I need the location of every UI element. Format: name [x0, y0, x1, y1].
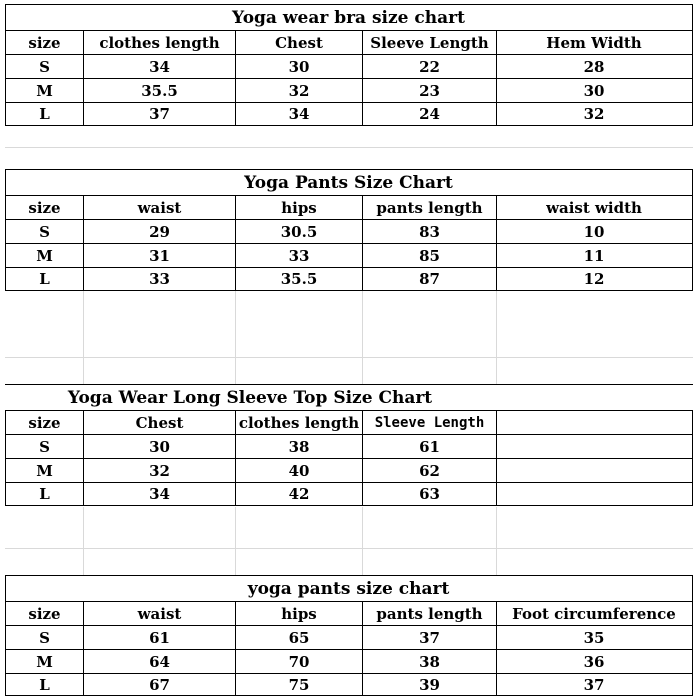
- header-col-1: Chest: [84, 411, 236, 434]
- cell: 39: [363, 674, 497, 695]
- cell: 32: [236, 79, 363, 102]
- header-col-1: waist: [84, 602, 236, 625]
- header-col-3: Sleeve Length: [363, 411, 497, 434]
- grid-line: [235, 507, 236, 575]
- cell: 40: [236, 459, 363, 482]
- cell: 75: [236, 674, 363, 695]
- grid-line: [83, 507, 84, 575]
- yoga-pants-size-table: [5, 575, 693, 696]
- cell: L: [6, 268, 84, 290]
- grid-line: [5, 357, 693, 358]
- table-title-row: [5, 169, 693, 195]
- cell: L: [6, 103, 84, 125]
- table-title-row: [5, 4, 693, 30]
- header-col-4: [497, 411, 691, 434]
- cell: 30: [84, 435, 236, 458]
- cell: 10: [583, 222, 605, 241]
- table-row: [5, 243, 693, 267]
- cell: M: [6, 244, 84, 267]
- cell: 31: [84, 244, 236, 267]
- cell: 34: [84, 483, 236, 505]
- header-size: size: [6, 196, 84, 219]
- cell: 24: [363, 103, 497, 125]
- header-col-1: waist: [84, 196, 236, 219]
- cell: 32: [84, 459, 236, 482]
- cell: 22: [363, 55, 497, 78]
- header-col-2: hips: [236, 602, 363, 625]
- cell: 35.5: [236, 268, 363, 290]
- cell: 85: [363, 244, 497, 267]
- header-col-3: pants length: [363, 602, 497, 625]
- long-sleeve-top-size-table: [5, 384, 693, 507]
- cell: 64: [84, 650, 236, 673]
- cell: 32: [583, 105, 605, 123]
- cell: 37: [583, 675, 605, 694]
- cell: 42: [236, 483, 363, 505]
- cell: 35.5: [84, 79, 236, 102]
- table-row: [5, 434, 693, 458]
- table-row: [5, 649, 693, 673]
- cell: 38: [363, 650, 497, 673]
- cell: 61: [84, 626, 236, 649]
- grid-line: [5, 548, 693, 549]
- cell: 65: [236, 626, 363, 649]
- cell: 28: [583, 57, 605, 76]
- cell: [497, 435, 691, 458]
- grid-line: [496, 291, 497, 384]
- table-header-row: [5, 30, 693, 54]
- table-row: [5, 482, 693, 506]
- cell: 37: [84, 103, 236, 125]
- cell: 87: [363, 268, 497, 290]
- cell: 23: [363, 79, 497, 102]
- table-row: [5, 54, 693, 78]
- cell: S: [6, 55, 84, 78]
- table-row: [5, 267, 693, 291]
- grid-line: [235, 291, 236, 384]
- table-header-row: [5, 195, 693, 219]
- cell: 33: [236, 244, 363, 267]
- grid-line: [362, 291, 363, 384]
- table-title: yoga pants size chart: [247, 578, 450, 599]
- cell: [497, 483, 691, 505]
- header-col-4: Foot circumference: [512, 604, 676, 623]
- table-row: [5, 78, 693, 102]
- cell: M: [6, 459, 84, 482]
- header-col-2: Chest: [236, 31, 363, 54]
- cell: [497, 459, 691, 482]
- header-col-2: hips: [236, 196, 363, 219]
- cell: 67: [84, 674, 236, 695]
- table-row: [5, 102, 693, 126]
- table-row: [5, 673, 693, 696]
- cell: S: [6, 626, 84, 649]
- header-col-3: Sleeve Length: [363, 31, 497, 54]
- cell: 83: [363, 220, 497, 243]
- cell: 29: [84, 220, 236, 243]
- table-title-row: [5, 575, 693, 601]
- cell: 63: [363, 483, 497, 505]
- cell: 35: [583, 628, 605, 647]
- cell: 30.5: [236, 220, 363, 243]
- cell: 38: [236, 435, 363, 458]
- grid-line: [496, 507, 497, 575]
- grid-line: [5, 147, 693, 148]
- table-title-row: [5, 384, 693, 410]
- table-header-row: [5, 410, 693, 434]
- cell: 37: [363, 626, 497, 649]
- bra-size-table: [5, 4, 693, 125]
- grid-line: [83, 291, 84, 384]
- cell: M: [6, 650, 84, 673]
- cell: S: [6, 435, 84, 458]
- cell: 36: [583, 652, 605, 671]
- table-row: [5, 458, 693, 482]
- header-size: size: [6, 411, 84, 434]
- header-col-3: pants length: [363, 196, 497, 219]
- cell: 62: [363, 459, 497, 482]
- cell: 33: [84, 268, 236, 290]
- table-row: [5, 625, 693, 649]
- header-col-2: clothes length: [236, 411, 363, 434]
- cell: L: [6, 483, 84, 505]
- cell: 30: [236, 55, 363, 78]
- table-header-row: [5, 601, 693, 625]
- cell: 34: [84, 55, 236, 78]
- pants-size-table: [5, 169, 693, 291]
- cell: 11: [583, 246, 605, 265]
- grid-line: [362, 507, 363, 575]
- table-row: [5, 219, 693, 243]
- cell: 30: [583, 81, 605, 100]
- header-col-4: waist width: [546, 198, 642, 217]
- header-col-1: clothes length: [84, 31, 236, 54]
- table-title: Yoga Pants Size Chart: [244, 172, 453, 193]
- cell: S: [6, 220, 84, 243]
- header-size: size: [6, 31, 84, 54]
- cell: M: [6, 79, 84, 102]
- cell: 70: [236, 650, 363, 673]
- cell: L: [6, 674, 84, 695]
- table-title: Yoga Wear Long Sleeve Top Size Chart: [67, 387, 433, 408]
- table-title: Yoga wear bra size chart: [232, 7, 465, 28]
- header-col-4: Hem Width: [546, 33, 642, 52]
- cell: 12: [583, 270, 605, 288]
- cell: 34: [236, 103, 363, 125]
- header-size: size: [6, 602, 84, 625]
- cell: 61: [363, 435, 497, 458]
